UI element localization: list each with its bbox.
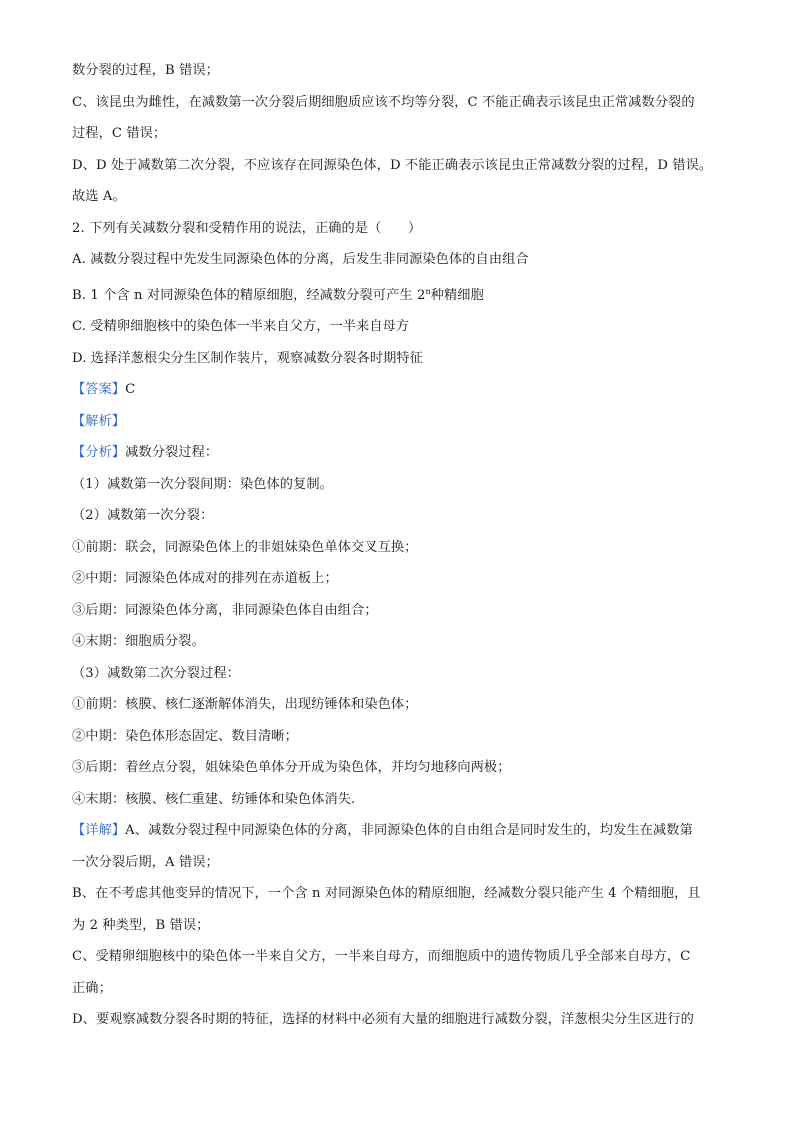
text-line: 故选 A。 xyxy=(72,189,126,204)
analysis-line xyxy=(72,444,732,462)
text-line: D、D 处于减数第二次分裂，不应该存在同源染色体，D 不能正确表示该昆虫正常减数分裂的过程，D 错误。 xyxy=(72,157,713,173)
option-b-tail: 种精细胞 xyxy=(430,287,484,303)
step-line: ②中期：同源染色体成对的排列在赤道板上； xyxy=(72,571,338,586)
answer-line xyxy=(72,381,732,399)
option-d: D. 选择洋葱根尖分生区制作装片，观察减数分裂各时期特征 xyxy=(72,350,423,366)
step-line: ③后期：着丝点分裂，姐妹染色单体分开成为染色体，并均匀地移向两极； xyxy=(72,760,511,775)
detail-line: C、受精卵细胞核中的染色体一半来自父方，一半来自母方，而细胞质中的遗传物质几乎全部来自母方，C xyxy=(72,949,691,964)
step-line: ④末期：核膜、核仁重建、纺锤体和染色体消失. xyxy=(72,791,356,807)
text-line: 过程，C 错误； xyxy=(72,126,167,141)
step-line: （3）减数第二次分裂过程： xyxy=(72,665,240,681)
text-line: 数分裂的过程，B 错误； xyxy=(72,63,219,78)
detail-line: D、要观察减数分裂各时期的特征，选择的材料中必须有大量的细胞进行减数分裂，洋葱根尖分生区进行的 xyxy=(72,1012,694,1027)
superscript: n xyxy=(425,286,431,296)
step-line: ①前期：核膜、核仁逐渐解体消失，出现纺锤体和染色体； xyxy=(72,697,418,712)
option-a: A. 减数分裂过程中先发生同源染色体的分离，后发生非同源染色体的自由组合 xyxy=(72,252,529,267)
detail-line: 一次分裂后期，A 错误； xyxy=(72,854,219,870)
text-line: C、该昆虫为雌性，在减数第一次分裂后期细胞质应该不均等分裂，C 不能正确表示该昆虫正常减数分裂的 xyxy=(72,94,695,110)
detail-text: A、减数分裂过程中同源染色体的分离，非同源染色体的自由组合是同时发生的，均发生在减数第 xyxy=(125,823,693,838)
step-line: （2）减数第一次分裂： xyxy=(72,508,214,523)
document-page xyxy=(72,62,732,1043)
detail-line: 正确； xyxy=(72,980,112,996)
question-stem: 2. 下列有关减数分裂和受精作用的说法，正确的是（ ） xyxy=(72,220,422,236)
answer-tag: 【答案】 xyxy=(72,382,126,397)
option-b-text: B. 1 个含 n 对同源染色体的精原细胞，经减数分裂可产生 2 xyxy=(72,287,426,303)
fenxi-text: 减数分裂过程： xyxy=(125,445,219,460)
option-c: C. 受精卵细胞核中的染色体一半来自父方，一半来自母方 xyxy=(72,319,410,334)
option-b xyxy=(72,283,732,305)
fenxi-tag: 【分析】 xyxy=(72,445,126,460)
step-line: ②中期：染色体形态固定、数目清晰； xyxy=(72,728,298,744)
step-line: ①前期：联会，同源染色体上的非姐妹染色单体交叉互换； xyxy=(72,539,418,555)
detail-tag: 【详解】 xyxy=(72,823,126,838)
detail-line: 为 2 种类型，B 错误； xyxy=(72,917,210,933)
step-line: ③后期：同源染色体分离，非同源染色体自由组合； xyxy=(72,602,378,618)
detail-line: B、在不考虑其他变异的情况下，一个含 n 对同源染色体的精原细胞，经减数分裂只能产生 4 个精细胞，且 xyxy=(72,886,701,901)
analysis-tag: 【解析】 xyxy=(72,413,126,429)
step-line: ④末期：细胞质分裂。 xyxy=(72,634,205,649)
detail-line xyxy=(72,822,732,840)
step-line: （1）减数第一次分裂间期：染色体的复制。 xyxy=(72,476,333,492)
answer-value: C xyxy=(125,382,136,397)
